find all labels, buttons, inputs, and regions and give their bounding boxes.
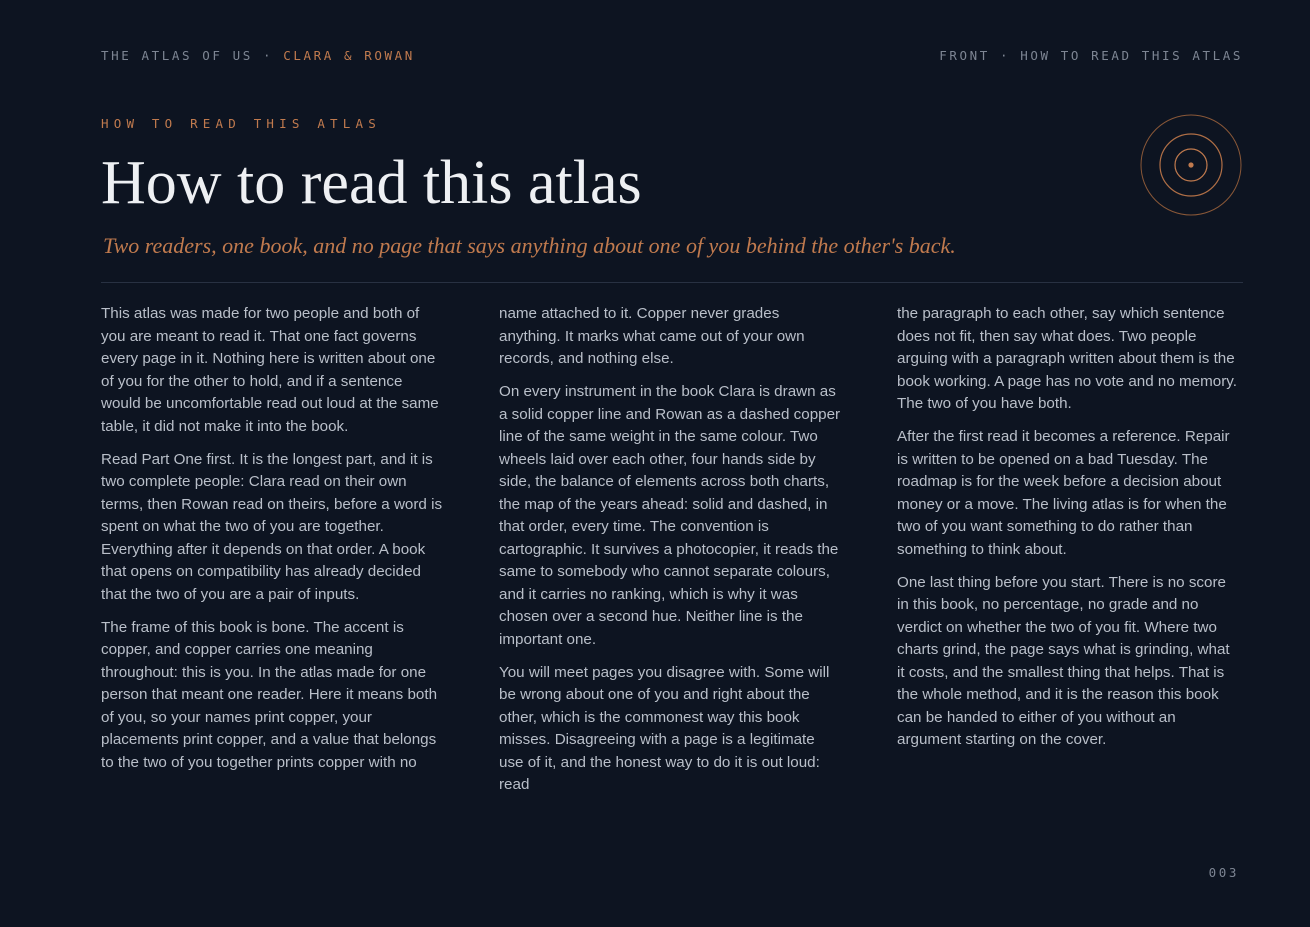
couple-names: CLARA & ROWAN (283, 48, 415, 63)
eyebrow: HOW TO READ THIS ATLAS (101, 116, 381, 131)
paragraph: the paragraph to each other, say which sentence does not fit, then say what does. Two people arguing with a paragraph written about them is the book working. A page has no vote and no memory. The two of you have both. (897, 305, 1237, 412)
paragraph: The frame of this book is bone. The accent is copper, and copper carries one meaning throughout: this is you. In the atlas made for one person that meant one reader. Here it means both of you, so your names print copper, your placements print copper, and a value that belongs to the two of you together prints copper with no (101, 618, 438, 771)
center-dot (1188, 162, 1193, 167)
column-2 (499, 303, 843, 807)
paragraph: You will meet pages you disagree with. Some will be wrong about one of you and right about the other, which is the commonest way this book misses. Disagreeing with a page is a legitimate use of it, and the honest way to do it is out loud: read (499, 663, 830, 793)
page-number: 003 (1208, 865, 1239, 880)
column-1 (101, 303, 445, 807)
body-columns (101, 303, 1243, 807)
section-label: FRONT · HOW TO READ THIS ATLAS (939, 48, 1243, 63)
paragraph: name attached to it. Copper never grades anything. It marks what came out of your own records, and nothing else. (499, 305, 805, 367)
book-title: THE ATLAS OF US · (101, 48, 284, 63)
column-3 (897, 303, 1241, 807)
paragraph: On every instrument in the book Clara is drawn as a solid copper line and Rowan as a dashed copper line of the same weight in the same colour. Two wheels laid over each other, four hands side by side, the balance of elements across both charts, the map of the years ahead: solid and dashed, in that order, every time. The convention is cartographic. It survives a photocopier, it reads the same to somebody who cannot separate colours, and it carries no ranking, which is why it was chosen over a second hue. Neither line is the important one. (499, 383, 841, 648)
running-head-left (101, 48, 415, 63)
paragraph: Read Part One first. It is the longest part, and it is two complete people: Clara read on their own terms, then Rowan read on theirs, before a word is spent on what the two of you are together. Everything after it depends on that order. A book that opens on compatibility has already decided that the two of you are a pair of inputs. (101, 450, 443, 603)
page-subtitle: Two readers, one book, and no page that says anything about one of you behind the other's back. (103, 233, 956, 258)
divider (101, 282, 1243, 283)
page-title: How to read this atlas (101, 149, 642, 217)
paragraph: After the first read it becomes a reference. Repair is written to be opened on a bad Tuesday. The roadmap is for the week before a decision about money or a move. The living atlas is for when the two of you want something to do rather than something to think about. (897, 428, 1230, 558)
concentric-rings-icon (1139, 113, 1243, 217)
paragraph: One last thing before you start. There is no score in this book, no percentage, no grade and no verdict on whether the two of you fit. Where two charts grind, the page says what is grinding, what it costs, and the smallest thing that helps. That is the whole method, and it is the reason this book can be handed to either of you without an argument starting on the cover. (897, 573, 1230, 748)
paragraph: This atlas was made for two people and both of you are meant to read it. That one fact governs every page in it. Nothing here is written about one of you for the other to hold, and if a sentence would be uncomfortable read out loud at the same table, it did not make it into the book. (101, 305, 439, 435)
